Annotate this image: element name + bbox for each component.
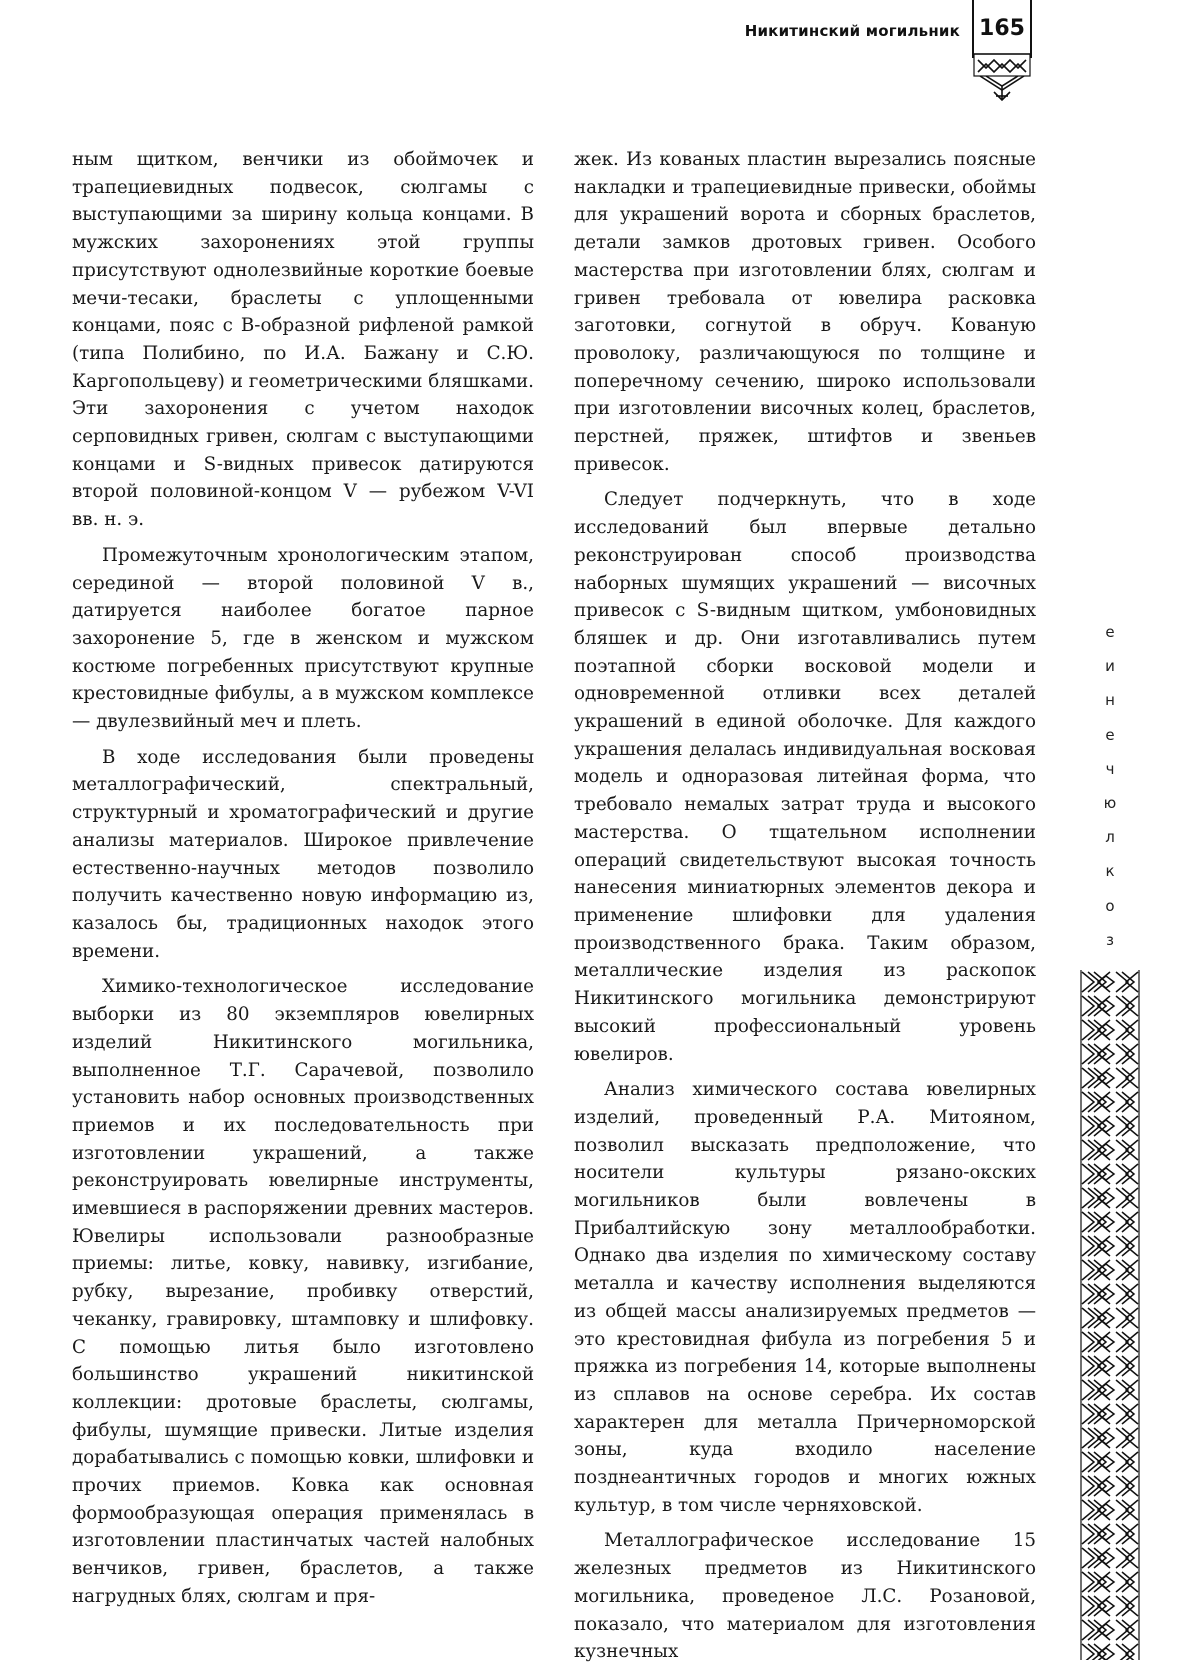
paragraph: Анализ химического состава ювелирных изделий, проведенный Р.А. Митояном, позволил высказать предположение, что носители культуры рязано-окских могильников были вовлечены в Прибалтийскую зону металлообработки. Однако два изделия по химическому составу металла и качеству исполнения выделяются из общей массы анализируемых предметов — это крестовидная фибула из погребения 5 и пряжка из погребения 14, которые выполнены из сплавов на основе серебра. Их состав характерен для металла Причерноморской зоны, куда входило население позднеантичных городов и многих южных культур, в том числе черняховской. [574,1079,1036,1516]
side-title-letter: ю [1103,793,1117,812]
paragraph: Промежуточным хронологическим этапом, серединой — второй половиной V в., датируется наиболее богатое парное захоронение 5, где в женском и мужском костюме погребенных присутствуют крупные крестовидные фибулы, а в мужском комплексе — двулезвийный меч и плеть. [72,544,534,733]
paragraph: В ходе исследования были проведены металлографический, спектральный, структурный и хроматографический и другие анализы материалов. Широкое привлечение естественно-научных методов позволило получить качественно новую информацию из, казалось бы, традиционных находок этого времени. [72,746,534,962]
page-number: 165 [979,16,1025,41]
side-title-letter: о [1105,896,1115,915]
paragraph: жек. Из кованых пластин вырезались поясные накладки и трапециевидные привески, обоймы для украшений ворота и сборных браслетов, детали замков дротовых гривен. Особого мастерства при изготовлении блях, сюлгам и гривен требовала от ювелира расковка заготовки, согнутой в обруч. Кованую проволоку, различающуюся по толщине и поперечному сечению, широко использовали при изготовлении височных колец, браслетов, перстней, пряжек, штифтов и звеньев привесок. [574,149,1036,475]
side-title-letter: к [1105,862,1115,881]
side-section-title [1096,615,1124,957]
side-title-letter: з [1106,930,1114,949]
running-title: Никитинский могильник [744,22,960,40]
left-column [72,146,534,1619]
side-title-letter: е [1105,725,1115,744]
side-title-letter: ч [1105,759,1115,778]
page-header [0,0,1200,110]
paragraph: Металлографическое исследование 15 железных предметов из Никитинского могильника, проведеное Л.С. Розановой, показало, что материалом для изготовления кузнечных [574,1530,1036,1663]
side-title-letter: е [1105,623,1115,641]
header-ornament-icon [972,50,1032,102]
side-title-letter: л [1105,828,1115,847]
side-ornament-icon [1080,970,1140,1660]
paragraph: Химико-технологическое исследование выборки из 80 экземпляров ювелирных изделий Никитинского могильника, выполненное Т.Г. Сарачевой, позволило установить набор основных производственных приемов и их последовательность при изготовлении украшений, а также реконструировать ювелирные инструменты, имевшиеся в распоряжении древних мастеров. Ювелиры использовали разнообразные приемы: литье, ковку, навивку, изгибание, рубку, вырезание, пробивку отверстий, чеканку, гравировку, штамповку и шлифовку. С помощью литья было изготовлено большинство украшений никитинской коллекции: дротовые браслеты, сюлгамы, фибулы, шумящие привески. Литые изделия дорабатывались с помощью ковки, шлифовки и прочих приемов. Ковка как основная формообразующая операция применялась в изготовлении пластинчатых частей налобных венчиков, гривен, браслетов, а также нагрудных блях, сюлгам и пря- [72,976,534,1607]
paragraph: Следует подчеркнуть, что в ходе исследований был впервые детально реконструирован способ производства наборных шумящих украшений — височных привесок с S-видным щитком, умбоновидных бляшек и др. Они изготавливались путем поэтапной сборки восковой модели и одновременной отливки всех деталей украшений в единой оболочке. Для каждого украшения делалась индивидуальная восковая модель и одноразовая литейная форма, что требовало немалых затрат труда и высокого мастерства. О тщательном исполнении операций свидетельствуют высокая точность нанесения миниатюрных элементов декора и применение шлифовки для удаления производственного брака. Таким образом, металлические изделия из раскопок Никитинского могильника демонстрируют высокий профессиональный уровень ювелиров. [574,489,1036,1065]
side-title-letter: н [1105,691,1115,710]
paragraph: ным щитком, венчики из обоймочек и трапециевидных подвесок, сюлгамы с выступающими за ширину кольца концами. В мужских захоронениях этой группы присутствуют однолезвийные короткие боевые мечи-тесаки, браслеты с уплощенными концами, пояс с В-образной рифленой рамкой (типа Полибино, по И.А. Бажану и С.Ю. Каргопольцеву) и геометрическими бляшками. Эти захоронения с учетом находок серповидных гривен, сюлгам с выступающими концами и S-видных привесок датируются второй половиной-концом V — рубежом V-VI вв. н. э. [72,149,534,531]
right-column [574,146,1036,1674]
side-title-letter: и [1105,657,1115,676]
